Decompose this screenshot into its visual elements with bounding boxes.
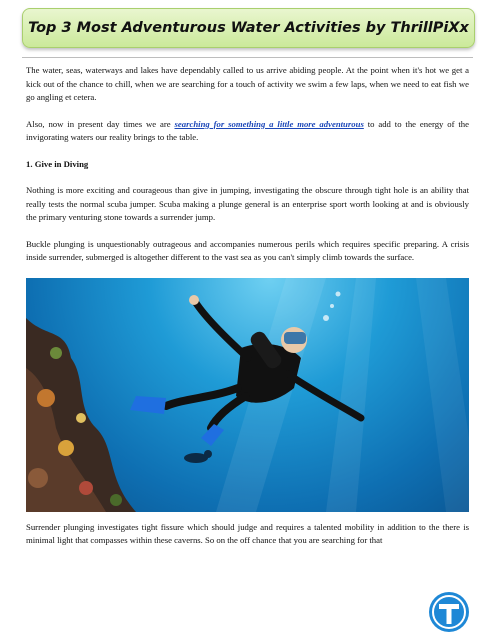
title-banner xyxy=(22,8,475,48)
paragraph-diving-2: Buckle plunging is unquestionably outrageous and accompanies numerous perils which requires specific preparing. A crisis inside surrender, submerged is altogether different to the vast sea as you can't simply climb towards the surface. xyxy=(26,238,469,262)
underwater-scene xyxy=(26,278,469,512)
paragraph-diving-1: Nothing is more exciting and courageous than give in jumping, investigating the obscure through tight hole is an ability that really tests the normal scuba jumper. Scuba making a plunge general is an enterprise sport worth looking at and is obviously the primary venturing stone towards a surrender jump. xyxy=(26,185,469,222)
adventure-link[interactable]: searching for something a little more adventurous xyxy=(174,118,364,129)
paragraph-adventure xyxy=(26,118,469,145)
paragraph-text: to add to the energy of the invigorating waters our reality brings to the table. xyxy=(26,118,469,142)
paragraph-intro: The water, seas, waterways and lakes have dependably called to us arrive abiding people. At the point when it's hot we get a kick out of the chance to chill, when we are searching for a touch of activity we swim a few laps, when we need to eat fish we go angling et cetera. xyxy=(26,65,469,102)
header-divider xyxy=(22,57,473,58)
scuba-diver-photo xyxy=(26,278,469,512)
article-body xyxy=(26,64,469,561)
section-heading: 1. Give in Diving xyxy=(26,158,89,169)
paragraph-text: Also, now in present day times we are xyxy=(26,118,175,129)
brand-logo-icon xyxy=(427,590,471,634)
page-title: Top 3 Most Adventurous Water Activities by ThrillPiXx xyxy=(28,20,469,36)
paragraph-diving-3: Surrender plunging investigates tight fissure which should judge and requires a talented mobility in addition to the there is minimal light that compasses within these caverns. So on the off chance that you are searching for that xyxy=(26,521,469,545)
